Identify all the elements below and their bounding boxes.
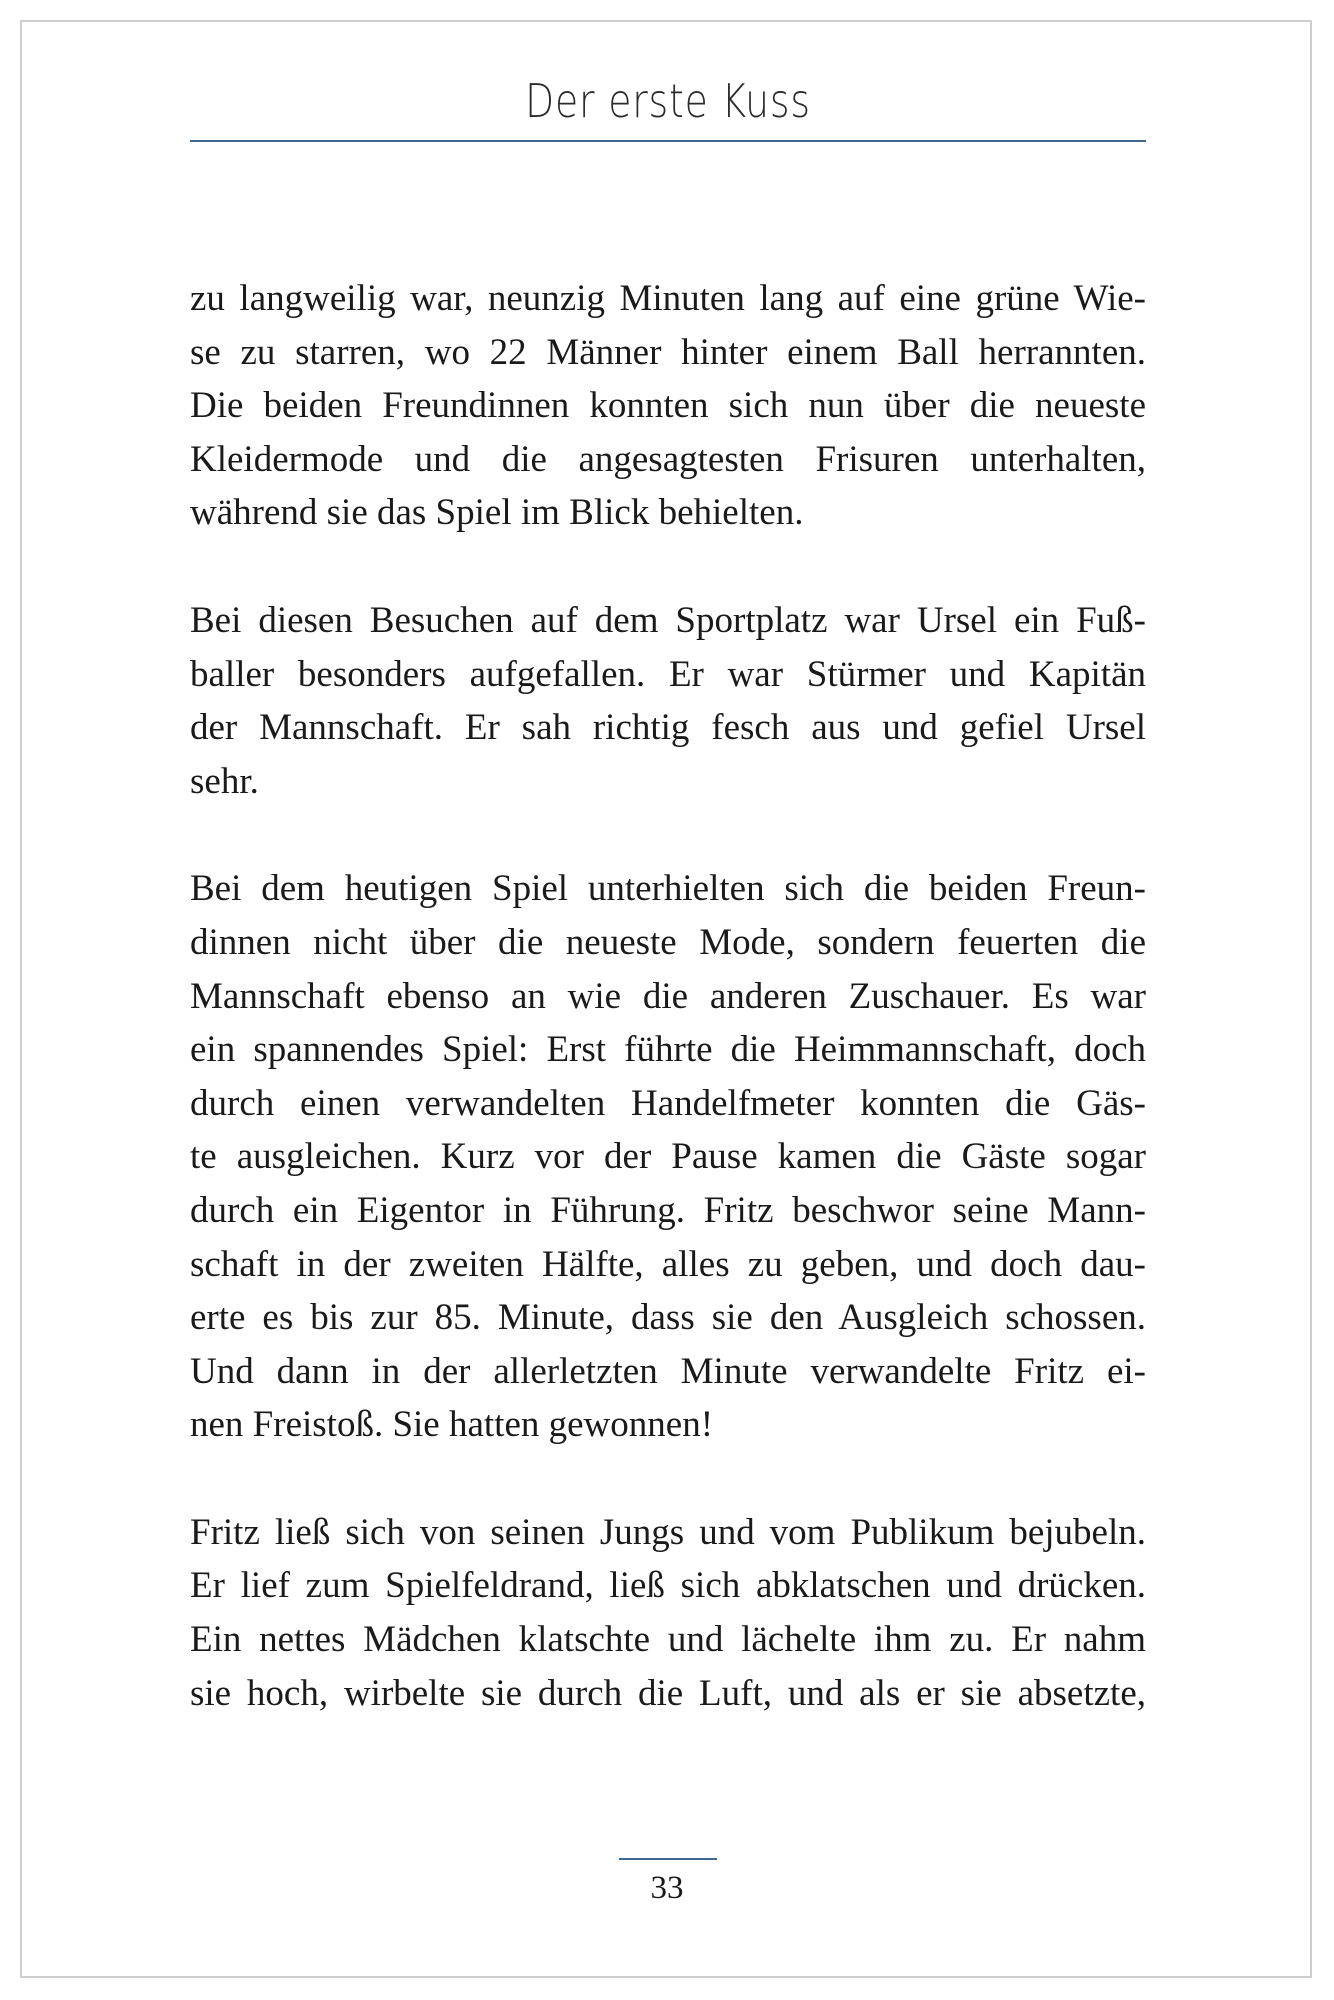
text-line: durch einen verwandelten Handelfmeter konnten die Gäs-: [190, 1082, 1146, 1124]
body-text: [190, 272, 1146, 1774]
text-line: Kleidermode und die angesagtesten Frisuren unterhalten,: [190, 438, 1146, 480]
text-line: durch ein Eigentor in Führung. Fritz beschwor seine Mann-: [190, 1189, 1146, 1231]
text-line: Fritz ließ sich von seinen Jungs und vom Publikum bejubeln.: [190, 1511, 1146, 1553]
text-line: sehr.: [190, 760, 259, 802]
text-line: Er lief zum Spielfeldrand, ließ sich abklatschen und drücken.: [190, 1565, 1146, 1607]
running-head-title: Der erste Kuss: [525, 74, 811, 128]
paragraph: [190, 862, 1146, 1452]
paragraph: [190, 594, 1146, 808]
text-line: Und dann in der allerletzten Minute verwandelte Fritz ei-: [190, 1350, 1146, 1392]
text-line: te ausgleichen. Kurz vor der Pause kamen die Gäste sogar: [190, 1136, 1146, 1178]
text-line: nen Freistoß. Sie hatten gewonnen!: [190, 1404, 714, 1446]
text-line: Mannschaft ebenso an wie die anderen Zuschauer. Es war: [190, 975, 1146, 1017]
text-line: der Mannschaft. Er sah richtig fesch aus und gefiel Ursel: [190, 707, 1146, 749]
text-line: baller besonders aufgefallen. Er war Stürmer und Kapitän: [190, 653, 1146, 695]
text-line: während sie das Spiel im Blick behielten.: [190, 492, 804, 534]
text-line: sie hoch, wirbelte sie durch die Luft, und als er sie absetzte,: [190, 1672, 1146, 1714]
paragraph: [190, 272, 1146, 540]
paragraph: [190, 1506, 1146, 1720]
text-line: ein spannendes Spiel: Erst führte die Heimmannschaft, doch: [190, 1029, 1146, 1071]
page-number: 33: [650, 1870, 684, 1906]
header-rule: [190, 140, 1146, 142]
footer-rule: [619, 1858, 717, 1860]
text-line: zu langweilig war, neunzig Minuten lang auf eine grüne Wie-: [190, 278, 1146, 319]
text-line: dinnen nicht über die neueste Mode, sondern feuerten die: [190, 921, 1146, 963]
text-line: Ein nettes Mädchen klatschte und lächelte ihm zu. Er nahm: [190, 1619, 1146, 1661]
text-line: Die beiden Freundinnen konnten sich nun über die neueste: [190, 385, 1146, 427]
text-line: Bei dem heutigen Spiel unterhielten sich die beiden Freun-: [190, 868, 1146, 910]
text-line: schaft in der zweiten Hälfte, alles zu geben, und doch dau-: [190, 1243, 1146, 1285]
text-line: Bei diesen Besuchen auf dem Sportplatz war Ursel ein Fuß-: [190, 599, 1146, 641]
text-line: se zu starren, wo 22 Männer hinter einem Ball herrannten.: [190, 331, 1146, 373]
text-line: erte es bis zur 85. Minute, dass sie den Ausgleich schossen.: [190, 1297, 1146, 1339]
